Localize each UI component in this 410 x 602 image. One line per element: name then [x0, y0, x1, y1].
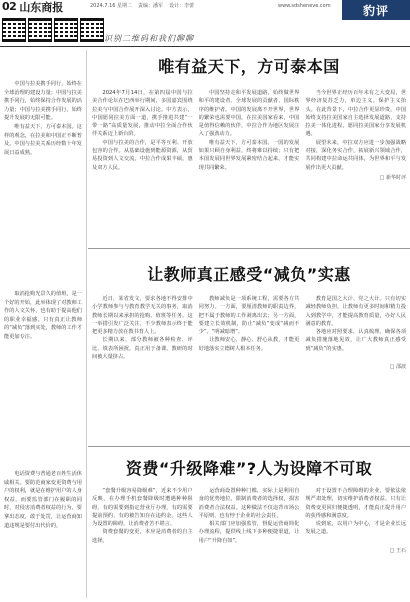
qr-code-row	[2, 18, 104, 44]
paragraph: 取消抢购光景久的值班，是一个好的开始，此举体现了对教师工作的人文关怀，也有助于提高他们的职业幸福感。只有真正让教师的“减负”落到实处，教师的工作才能更加专注。	[4, 291, 83, 340]
paragraph: 中国与拉美携手同行，始终在全球治理的建设力量；中国与拉美携手同行，始终保持合作发展的活力量；中国与拉美携手同行，始终提升发展的无限可能。	[4, 81, 82, 122]
section-rule	[88, 446, 410, 447]
article-body	[92, 295, 406, 361]
section-rule	[88, 248, 410, 249]
paragraph: 各地应对照要求，认真梳理，确保各项减负措施落地见效，让广大教师真正感受到“减负”的实惠。	[305, 329, 407, 352]
column-divider	[86, 50, 87, 598]
body-column	[199, 487, 300, 545]
paragraph: 资费套餐的变更，本应是消费者的自主选择。	[92, 529, 193, 544]
body-column	[199, 89, 300, 172]
headline: 让教师真正感受“减负”实惠	[147, 265, 351, 284]
article-2	[92, 262, 406, 370]
paragraph: 中国与拉美的合作，是平等互利、开放包容的合作。从基础设施到能源资源，从贸易投资到人文交流，中拉合作成果丰硕，惠及双方人民。	[92, 139, 193, 171]
paragraph: 唯有益天下，方可泰本国。一国的发展如果只顾自身利益，终将难以持续；只有把本国发展同世界发展紧密结合起来，才能实现共同繁荣。	[198, 139, 300, 171]
headline: 资费“升级降难”?人为设障不可取	[125, 459, 373, 478]
byline: □ 邵波	[389, 364, 406, 371]
paragraph: 唯有益天下，方可泰本国。这样的观念，在拉美和中国正不断普及。中国与拉美关系历经数十年发展日益成熟。	[4, 123, 82, 156]
paragraph: 展望未来，中拉双方应进一步加强战略对接，深化务实合作，拓展新兴领域合作，共同构建中拉命运共同体，为世界和平与发展作出更大贡献。	[305, 139, 407, 171]
qr-code-icon[interactable]	[28, 18, 52, 42]
article-3	[92, 456, 406, 554]
paragraph: 说到底，以用户为中心，才是企业长远发展之道。	[305, 521, 407, 536]
paragraph: 教师减负是一项系统工程，需要各方共同努力。一方面，要厘清教师的职责边界，把不属于教师的工作剥离出去；另一方面，要建立长效机制，防止“减负”变成“减而不少”、“明减暗增”。	[198, 296, 300, 336]
paragraph: 电话资费与普通老百姓生活休戚相关。要防范商家变更资费与用户的权利，就是在维护用户的人身权益。而要监管部门在履职的同时，对侵害消费者权益的行为，要拿出态度，敢于处罚，让运营商知道违规是要付出代价的。	[4, 471, 82, 529]
body-column	[92, 89, 193, 172]
editor-credit: 责编：潘军	[138, 3, 164, 9]
header-rule	[0, 46, 410, 47]
issue-meta	[90, 2, 194, 9]
paragraph: 对于设置不合理障碍的企业，要依法依规严肃处理，切实维护消费者权益。只有让资费变更回归便捷透明，才能真正提升用户的获得感和满意度。	[305, 488, 407, 519]
byline: □ 新华时评	[379, 174, 406, 181]
qr-code-icon[interactable]	[2, 18, 26, 42]
qr-code-icon[interactable]	[80, 18, 104, 42]
body-column	[305, 487, 406, 545]
body-column	[92, 487, 193, 545]
paragraph: 运营商设置种种门槛，实际上是利用自身的优势地位，限制消费者的选择权，损害消费者合法权益。这种做法不仅违背市场公平原则，也有悖于企业的社会责任。	[198, 488, 300, 519]
body-column	[305, 295, 406, 361]
column-badge: 豹评	[342, 0, 410, 20]
headline: 唯有益天下，方可泰本国	[158, 57, 340, 76]
page-badge	[2, 0, 63, 13]
left-commentary-2	[4, 290, 82, 342]
paragraph: 近日，某省发文，要求各地不得安排中小学教师参与与教育教学无关的事务，取消教师长期以来承担的抢购、值班等任务。这一举措引发广泛关注，不少教师表示终于能把更多精力放在教书育人上。	[92, 296, 193, 336]
issue-date: 2024.7.16 星期二	[90, 3, 133, 9]
body-column	[92, 295, 193, 361]
paragraph: 长期以来，部分教师被各种检查、评比、填表所困扰，真正用于备课、教研的时间被大量挤占。	[92, 337, 193, 361]
left-commentary-3	[4, 470, 82, 530]
website-url[interactable]: www.sdsheneve.com	[278, 3, 331, 9]
paragraph: 让教师安心、静心、舒心从教，才能更好地落实立德树人根本任务。	[198, 337, 300, 352]
article-body	[92, 89, 406, 172]
left-commentary-1	[4, 80, 82, 157]
paragraph: 教育是国之大计、党之大计。只有切实减轻教师负担，让教师有更多时间和精力投入到教学中，才能提高教育质量，办好人民满意的教育。	[305, 296, 407, 327]
article-1	[92, 54, 406, 181]
design-credit: 设计：李蕾	[169, 3, 195, 9]
qr-slogan: 识别二维码和我们聊聊	[104, 34, 194, 43]
paragraph: 中国坚持走和平发展道路，始终做世界和平的建设者、全球发展的贡献者、国际秩序的维护者。中国的发展离不开世界，世界的繁荣也需要中国。在拉美国家看来，中国是值得信赖的伙伴，中拉合作为地区发展注入了强劲动力。	[198, 90, 300, 138]
paper-name: 山东商报	[19, 0, 64, 14]
paragraph: 当今世界正经历百年未有之大变局，世界经济复苏乏力，单边主义、保护主义抬头。在此背景下，中拉合作更显珍贵。中国始终支持拉美国家自主选择发展道路，支持拉美一体化进程，愿同拉美国家分享发展机遇。	[305, 90, 407, 138]
page-number: 02	[2, 0, 17, 13]
paragraph: 相关部门应加强监管，督促运营商简化办理流程，提供线上线下多种便捷渠道，让用户“升降自如”。	[198, 521, 300, 544]
qr-code-icon[interactable]	[54, 18, 78, 42]
article-body	[92, 487, 406, 545]
paragraph: “套餐升级容易降级难”，近来不少用户反映，在办理手机套餐降级时遭遇种种阻碍，有的需要到指定营业厅办理，有的需要提前预约，有的被告知存在违约金。这些人为设置的障碍，让消费者苦不堪言。	[92, 488, 193, 528]
paragraph: 2024年7月14日，在第四届中国与拉美合作论坛在巴西举行期间，多国嘉宾围绕拉美与中国合作展开深入讨论。中方表示，中国愿同拉美方面一道，携手推进共建“一带一路”高质量发展，推动中拉全面合作伙伴关系迈上新台阶。	[92, 90, 193, 138]
byline: □ 王石	[389, 548, 406, 555]
body-column	[305, 89, 406, 172]
body-column	[199, 295, 300, 361]
